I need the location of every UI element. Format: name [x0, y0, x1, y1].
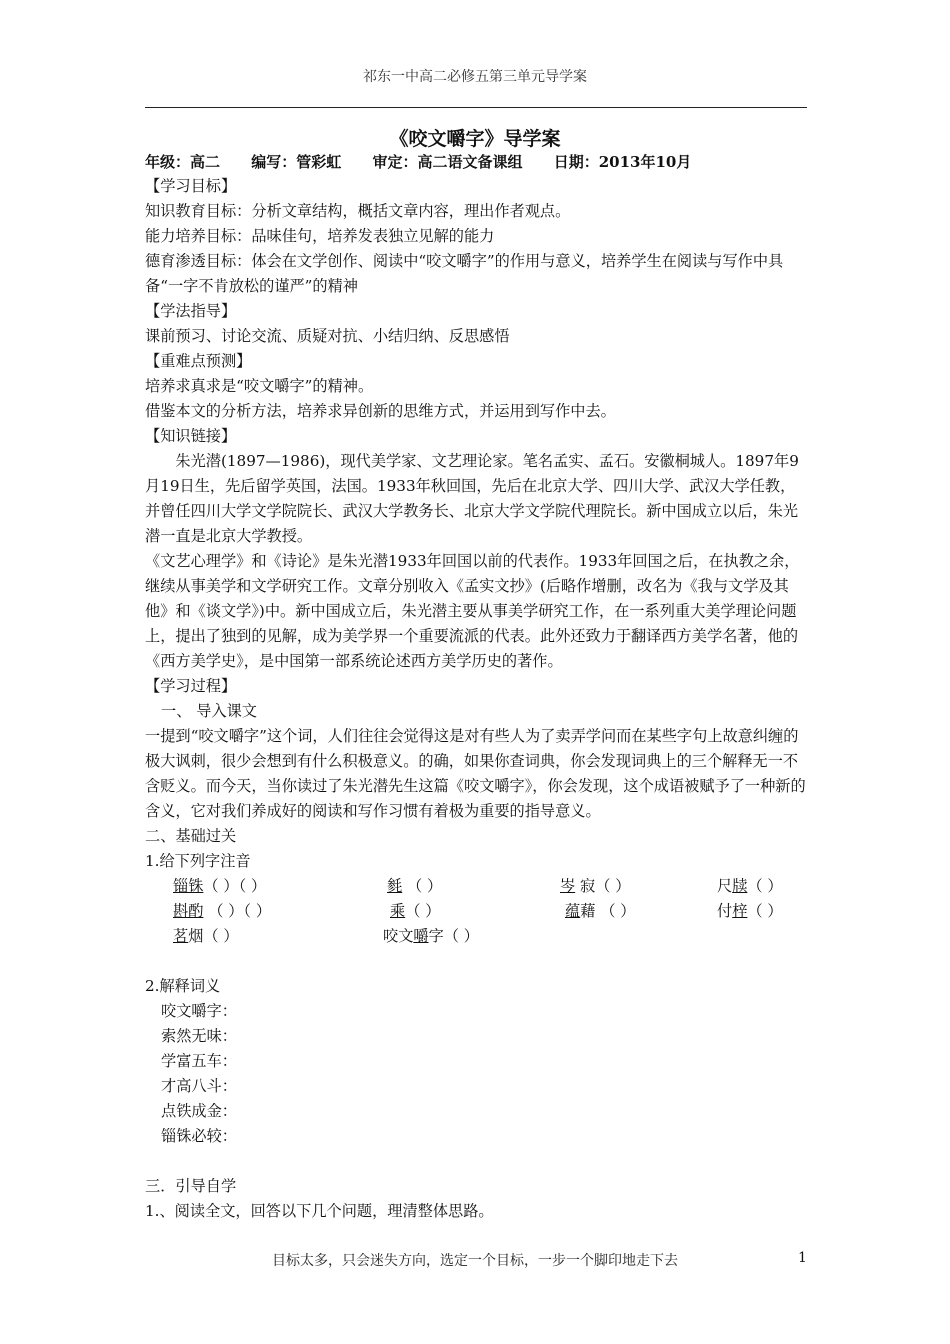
biography-paragraph: 朱光潜(1897—1986)，现代美学家、文艺理论家。笔名孟实、孟石。安徽桐城人。1897年9月19日生，先后留学英国，法国。1933年秋回国，先后在北京大学、四川大学、武汉大学任教，并曾任四川大学文学院院长、武汉大学教务长、北京大学文学院代理院长。新中国成立以后，朱光潜一直是北京大学教授。	[145, 452, 799, 545]
target-char: 毵	[387, 877, 403, 895]
spacer	[145, 1149, 810, 1174]
running-footer: 目标太多，只会迷失方向，选定一个目标，一步一个脚印地走下去	[272, 1253, 678, 1269]
pinyin-row	[145, 899, 810, 924]
answer-blank: 字（ ）	[428, 927, 479, 945]
pinyin-item	[390, 899, 440, 924]
target-char: 梓	[732, 902, 748, 920]
pinyin-heading: 1.给下列字注音	[145, 852, 251, 870]
target-char: 岑	[560, 877, 576, 895]
meta-grade: 年级：高二	[145, 153, 221, 171]
definitions-heading: 2.解释词义	[145, 977, 221, 995]
intro-heading: 一、 导入课文	[161, 702, 257, 720]
self-study-heading: 三．引导自学	[145, 1177, 237, 1195]
definition-item: 索然无味：	[161, 1027, 237, 1045]
pinyin-row	[145, 924, 810, 949]
document-body	[145, 174, 810, 1224]
definition-item: 咬文嚼字：	[161, 1002, 237, 1020]
meta-reviewer: 审定：高二语文备课组	[372, 153, 523, 171]
section-heading-goals: 【学习目标】	[145, 177, 237, 195]
plain-char: 咬文	[383, 927, 414, 945]
target-char: 蕴	[565, 902, 581, 920]
key-point-item: 培养求真求是“咬文嚼字”的精神。	[145, 377, 374, 395]
answer-blank: （ ）	[747, 877, 783, 895]
answer-blank: 寂（ ）	[575, 877, 631, 895]
pinyin-item	[383, 924, 479, 949]
answer-blank: （ ）（ ）	[203, 877, 267, 895]
section-heading-knowledge-link: 【知识链接】	[145, 427, 237, 445]
meta-author: 编写：管彩虹	[251, 153, 342, 171]
pinyin-item	[173, 874, 266, 899]
answer-blank: （ ）	[747, 902, 783, 920]
intro-paragraph: 一提到“咬文嚼字”这个词，人们往往会觉得这是对有些人为了卖弄学问而在某些字句上故意纠缠的极大讽刺，很少会想到有什么积极意义。的确，如果你查词典，你会发现词典上的三个解释无一不含贬义。而今天，当你读过了朱光潜先生这篇《咬文嚼字》，你会发现，这个成语被赋予了一种新的含义，它对我们养成好的阅读和写作习惯有着极为重要的指导意义。	[145, 727, 806, 820]
method-text: 课前预习、讨论交流、质疑对抗、小结归纳、反思感悟	[145, 327, 510, 345]
goal-moral: 德育渗透目标：体会在文学创作、阅读中“咬文嚼字”的作用与意义，培养学生在阅读与写作中具备“一字不肯放松的谨严”的精神	[145, 252, 784, 295]
section-heading-method: 【学法指导】	[145, 302, 237, 320]
plain-char: 付	[717, 902, 733, 920]
plain-char: 尺	[717, 877, 733, 895]
definition-item: 才高八斗：	[161, 1077, 237, 1095]
target-char: 嚼	[413, 927, 429, 945]
section-heading-process: 【学习过程】	[145, 677, 237, 695]
pinyin-row	[145, 874, 810, 899]
definition-item: 锱铢必较：	[161, 1127, 237, 1145]
target-char: 牍	[732, 877, 748, 895]
key-point-item: 借鉴本文的分析方法，培养求异创新的思维方式，并运用到写作中去。	[145, 402, 616, 420]
answer-blank: 烟（ ）	[188, 927, 239, 945]
target-char: 乘	[390, 902, 406, 920]
self-study-item: 1.、阅读全文，回答以下几个问题，理清整体思路。	[145, 1202, 494, 1220]
answer-blank: （ ）	[405, 902, 441, 920]
target-char: 锱铢	[173, 877, 204, 895]
target-char: 斟酌	[173, 902, 204, 920]
works-paragraph: 《文艺心理学》和《诗论》是朱光潜1933年回国以前的代表作。1933年回国之后，在执教之余，继续从事美学和文学研究工作。文章分别收入《孟实文抄》(后略作增删，改名为《我与文学及其他》和《谈文学》)中。新中国成立后，朱光潜主要从事美学研究工作，在一系列重大美学理论问题上，提出了独到的见解，成为美学界一个重要流派的代表。此外还致力于翻译西方美学名著，他的《西方美学史》，是中国第一部系统论述西方美学历史的著作。	[145, 552, 800, 670]
page-number: 1	[798, 1250, 807, 1266]
target-char: 茗	[173, 927, 189, 945]
answer-blank: （ ）（ ）	[203, 902, 272, 920]
definition-item: 学富五车：	[161, 1052, 237, 1070]
document-title: 《咬文嚼字》导学案	[389, 128, 561, 150]
pinyin-item	[387, 874, 442, 899]
meta-line	[145, 151, 717, 172]
pinyin-item	[717, 874, 783, 899]
goal-knowledge: 知识教育目标：分析文章结构，概括文章内容，理出作者观点。	[145, 202, 571, 220]
pinyin-item	[173, 924, 239, 949]
pinyin-item	[173, 899, 271, 924]
basics-heading: 二、基础过关	[145, 827, 237, 845]
goal-ability: 能力培养目标：品味佳句，培养发表独立见解的能力	[145, 227, 495, 245]
meta-date: 日期：2013年10月	[553, 153, 692, 171]
pinyin-item	[565, 899, 635, 924]
definition-item: 点铁成金：	[161, 1102, 237, 1120]
pinyin-item	[560, 874, 630, 899]
answer-blank: 藉 （ ）	[580, 902, 636, 920]
answer-blank: （ ）	[402, 877, 443, 895]
spacer	[145, 949, 810, 974]
header-rule	[145, 107, 807, 108]
running-header: 祁东一中高二必修五第三单元导学案	[363, 69, 587, 85]
pinyin-item	[717, 899, 783, 924]
section-heading-key-points: 【重难点预测】	[145, 352, 252, 370]
